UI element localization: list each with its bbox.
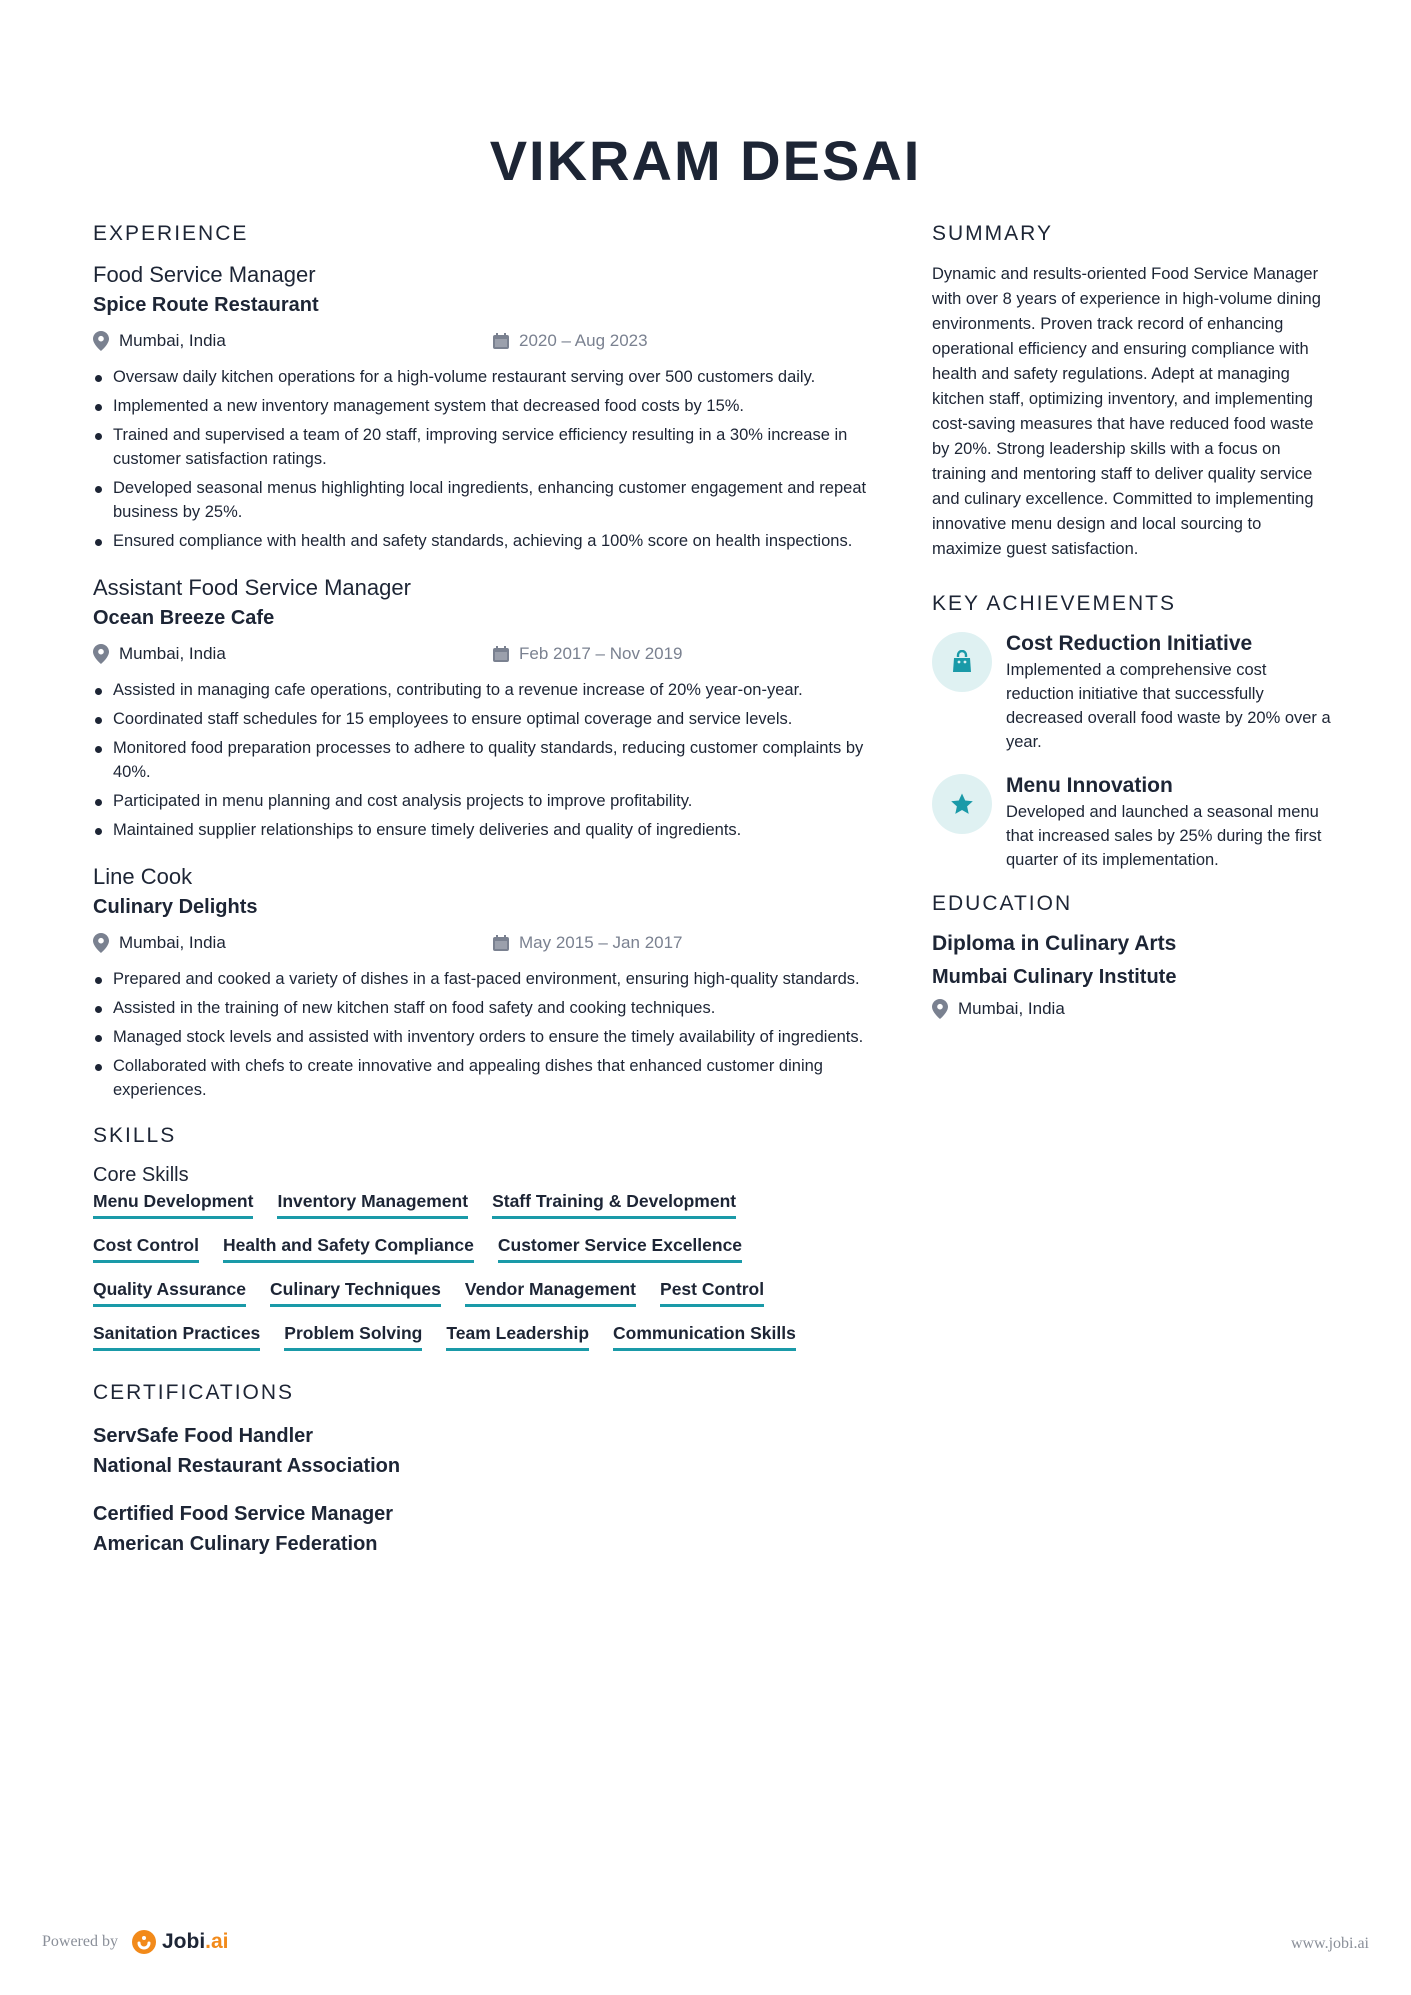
job-dates-text: May 2015 – Jan 2017 [519, 933, 683, 952]
jobi-logo-icon [132, 1930, 156, 1954]
star-icon [932, 774, 992, 834]
achievement-entry [932, 632, 1332, 754]
calendar-icon [493, 646, 509, 662]
certification-org: National Restaurant Association [93, 1455, 401, 1477]
skill-tag: Customer Service Excellence [498, 1235, 742, 1263]
job-company: Ocean Breeze Cafe [93, 607, 275, 629]
left-column [93, 222, 873, 1577]
achievements-list [932, 632, 1332, 872]
bullet-dot-icon [95, 746, 102, 753]
job-bullet-text: Assisted in the training of new kitchen staff on food safety and cooking techniques. [113, 999, 716, 1017]
job-bullet [93, 476, 873, 524]
job-bullet-text: Participated in menu planning and cost analysis projects to improve profitability. [113, 792, 693, 810]
skill-tag: Sanitation Practices [93, 1323, 260, 1351]
skills-list [93, 1191, 853, 1351]
location-pin-icon [93, 933, 109, 953]
achievement-entry [932, 774, 1332, 872]
skill-tag: Problem Solving [284, 1323, 422, 1351]
jobi-logo-suffix: .ai [205, 1930, 229, 1953]
job-location [93, 644, 226, 664]
certifications-list [93, 1421, 873, 1559]
location-pin-icon [93, 331, 109, 351]
job-title: Assistant Food Service Manager [93, 575, 411, 600]
bullet-dot-icon [95, 1035, 102, 1042]
job-bullet-text: Coordinated staff schedules for 15 employees to ensure optimal coverage and service levels. [113, 710, 793, 728]
job-bullet-text: Collaborated with chefs to create innovative and appealing dishes that enhanced customer dining experiences. [113, 1057, 823, 1099]
education-location [932, 999, 1332, 1019]
job-bullet [93, 678, 873, 702]
job-bullet-text: Implemented a new inventory management system that decreased food costs by 15%. [113, 397, 745, 415]
bullet-dot-icon [95, 1064, 102, 1071]
skill-tag: Team Leadership [446, 1323, 589, 1351]
job-company: Spice Route Restaurant [93, 294, 319, 316]
job-bullet-text: Managed stock levels and assisted with inventory orders to ensure the timely availability of ingredients. [113, 1028, 864, 1046]
skill-tag: Menu Development [93, 1191, 253, 1219]
job-bullet [93, 1025, 873, 1049]
job-dates-text: 2020 – Aug 2023 [519, 331, 648, 350]
job-dates [493, 933, 683, 953]
skills-heading: SKILLS [93, 1124, 177, 1147]
certification-entry [93, 1421, 873, 1481]
achievement-title: Cost Reduction Initiative [1006, 632, 1253, 655]
bullet-dot-icon [95, 688, 102, 695]
job-location-text: Mumbai, India [119, 644, 226, 663]
skill-tag: Cost Control [93, 1235, 199, 1263]
calendar-icon [493, 333, 509, 349]
bag-icon [932, 632, 992, 692]
job-company: Culinary Delights [93, 896, 258, 918]
job-dates [493, 644, 683, 664]
resume-name: VIKRAM DESAI [489, 129, 922, 192]
job-bullets [93, 365, 873, 553]
skill-tag: Pest Control [660, 1279, 764, 1307]
right-column [932, 222, 1332, 1019]
achievement-body [1006, 774, 1332, 872]
job-bullet [93, 707, 873, 731]
bullet-dot-icon [95, 1006, 102, 1013]
calendar-icon [493, 935, 509, 951]
achievement-title: Menu Innovation [1006, 774, 1173, 797]
job-title: Food Service Manager [93, 262, 316, 287]
achievement-body [1006, 632, 1332, 754]
job-bullet-text: Prepared and cooked a variety of dishes in a fast-paced environment, ensuring high-quality standards. [113, 970, 860, 988]
bullet-dot-icon [95, 404, 102, 411]
experience-heading: EXPERIENCE [93, 222, 249, 245]
experience-list [93, 262, 873, 1102]
job-bullet [93, 736, 873, 784]
job-meta [93, 644, 873, 670]
summary-text: Dynamic and results-oriented Food Service Manager with over 8 years of experience in high-volume dining environments. Proven track record of enhancing operational efficiency and ensuring compliance with health and safety regulations. Adept at managing kitchen staff, optimizing inventory, and implementing cost-saving measures that have reduced food waste by 20%. Strong leadership skills with a focus on training and mentoring staff to deliver quality service and culinary excellence. Committed to implementing innovative menu design and local sourcing to maximize guest satisfaction. [932, 265, 1321, 558]
bullet-dot-icon [95, 828, 102, 835]
skill-tag: Health and Safety Compliance [223, 1235, 474, 1263]
skill-tag: Inventory Management [277, 1191, 468, 1219]
job-location [93, 933, 226, 953]
skill-tag: Staff Training & Development [492, 1191, 736, 1219]
education-location-text: Mumbai, India [958, 999, 1065, 1018]
job-entry [93, 864, 873, 1102]
job-bullets [93, 678, 873, 842]
job-location [93, 331, 226, 351]
job-bullet [93, 394, 873, 418]
skill-tag: Culinary Techniques [270, 1279, 441, 1307]
certification-org: American Culinary Federation [93, 1533, 378, 1555]
achievement-description: Developed and launched a seasonal menu that increased sales by 25% during the first quarter of its implementation. [1006, 803, 1322, 869]
jobi-logo-text: Jobi [161, 1930, 206, 1953]
skill-tag: Vendor Management [465, 1279, 636, 1307]
footer-powered-by [42, 1930, 229, 1954]
job-location-text: Mumbai, India [119, 331, 226, 350]
bullet-dot-icon [95, 539, 102, 546]
job-meta [93, 331, 873, 357]
education-school: Mumbai Culinary Institute [932, 966, 1177, 988]
education-degree: Diploma in Culinary Arts [932, 932, 1177, 955]
job-bullet [93, 996, 873, 1020]
jobi-logo[interactable] [132, 1930, 229, 1954]
bullet-dot-icon [95, 486, 102, 493]
skills-subtitle: Core Skills [93, 1164, 189, 1186]
job-dates [493, 331, 648, 351]
powered-by-text: Powered by [42, 1933, 118, 1950]
job-bullet-text: Assisted in managing cafe operations, contributing to a revenue increase of 20% year-on-year. [113, 681, 803, 699]
job-title: Line Cook [93, 864, 193, 889]
bullet-dot-icon [95, 977, 102, 984]
bullet-dot-icon [95, 717, 102, 724]
job-bullet [93, 789, 873, 813]
job-bullet-text: Monitored food preparation processes to adhere to quality standards, reducing customer complaints by 40%. [113, 739, 864, 781]
location-pin-icon [932, 999, 948, 1019]
job-location-text: Mumbai, India [119, 933, 226, 952]
skill-tag: Communication Skills [613, 1323, 796, 1351]
job-bullet-text: Maintained supplier relationships to ensure timely deliveries and quality of ingredients. [113, 821, 742, 839]
certifications-heading: CERTIFICATIONS [93, 1381, 295, 1404]
summary-heading: SUMMARY [932, 222, 1053, 245]
job-dates-text: Feb 2017 – Nov 2019 [519, 644, 683, 663]
job-bullets [93, 967, 873, 1102]
job-bullet [93, 1054, 873, 1102]
certification-entry [93, 1499, 873, 1559]
achievement-description: Implemented a comprehensive cost reduction initiative that successfully decreased overall food waste by 20% over a year. [1006, 661, 1331, 751]
job-bullet [93, 967, 873, 991]
certification-name: Certified Food Service Manager [93, 1503, 394, 1525]
job-entry [93, 575, 873, 842]
job-bullet [93, 423, 873, 471]
bullet-dot-icon [95, 375, 102, 382]
achievements-heading: KEY ACHIEVEMENTS [932, 592, 1177, 615]
skill-tag: Quality Assurance [93, 1279, 246, 1307]
location-pin-icon [93, 644, 109, 664]
job-bullet [93, 818, 873, 842]
job-meta [93, 933, 873, 959]
bullet-dot-icon [95, 433, 102, 440]
bullet-dot-icon [95, 799, 102, 806]
job-bullet [93, 365, 873, 389]
job-bullet-text: Trained and supervised a team of 20 staff, improving service efficiency resulting in a 30% increase in customer satisfaction ratings. [113, 426, 848, 468]
footer-url[interactable]: www.jobi.ai [1290, 1935, 1369, 1952]
certification-name: ServSafe Food Handler [93, 1425, 314, 1447]
job-bullet-text: Ensured compliance with health and safety standards, achieving a 100% score on health inspections. [113, 532, 853, 550]
job-entry [93, 262, 873, 553]
job-bullet-text: Oversaw daily kitchen operations for a high-volume restaurant serving over 500 customers daily. [113, 368, 816, 386]
job-bullet-text: Developed seasonal menus highlighting local ingredients, enhancing customer engagement and repeat business by 25%. [113, 479, 867, 521]
job-bullet [93, 529, 873, 553]
education-heading: EDUCATION [932, 892, 1073, 915]
